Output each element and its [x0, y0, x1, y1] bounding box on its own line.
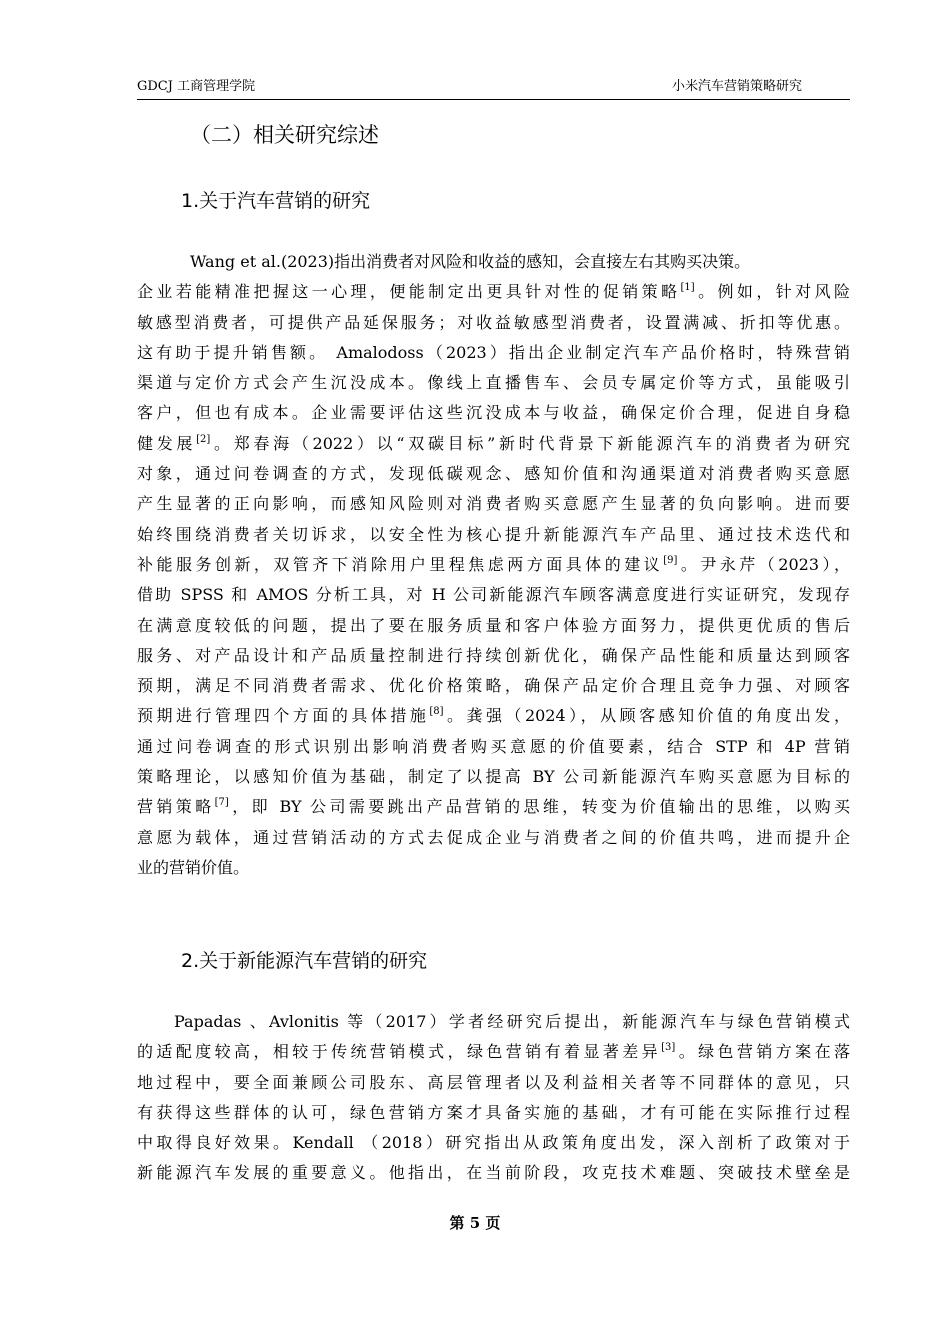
citation-ref[interactable]: [3] — [661, 1042, 676, 1054]
text-line: 在满意度较低的问题，提出了要在服务质量和客户体验方面努力，提供更优质的售后 — [137, 615, 850, 635]
text-line: 意愿为载体，通过营销活动的方式去促成企业与消费者之间的价值共鸣，进而提升企 — [137, 827, 850, 847]
text-line: 健发展[2]。郑春海（2022）以“双碳目标”新时代背景下新能源汽车的消费者为研究 — [137, 433, 850, 453]
text-line: 对象，通过问卷调查的方式，发现低碳观念、感知价值和沟通渠道对消费者购买意愿 — [137, 464, 850, 484]
text-line: 补能服务创新，双管齐下消除用户里程焦虑两方面具体的建议[9]。尹永芹（2023）， — [137, 554, 850, 574]
subsection-title-nev-marketing: 2.关于新能源汽车营销的研究 — [181, 950, 428, 972]
text-line: 有获得这些群体的认可，绿色营销方案才具备实施的基础，才有可能在实际推行过程 — [137, 1102, 850, 1122]
text-line: 通过问卷调查的形式识别出影响消费者购买意愿的价值要素，结合 STP 和 4P 营销 — [137, 736, 850, 756]
text-line: 客户，但也有成本。企业需要评估这些沉没成本与收益，确保定价合理，促进自身稳 — [137, 403, 850, 423]
text-line: 策略理论，以感知价值为基础，制定了以提高 BY 公司新能源汽车购买意愿为目标的 — [137, 767, 850, 787]
text-line: 新能源汽车发展的重要意义。他指出，在当前阶段，攻克技术难题、突破技术壁垒是 — [137, 1163, 850, 1183]
page-header — [137, 77, 850, 100]
text-line: 业的营销价值。 — [137, 857, 250, 877]
text-line: 敏感型消费者，可提供产品延保服务；对收益敏感型消费者，设置满减、折扣等优惠。 — [137, 312, 850, 332]
text-line: 中取得良好效果。Kendall （2018）研究指出从政策角度出发，深入剖析了政策对于 — [137, 1133, 850, 1153]
text-line: 渠道与定价方式会产生沉没成本。像线上直播售车、会员专属定价等方式，虽能吸引 — [137, 373, 850, 393]
citation-ref[interactable]: [7] — [214, 797, 229, 809]
text-line: 预期进行管理四个方面的具体措施[8]。龚强（2024），从顾客感知价值的角度出发， — [137, 706, 850, 726]
section-title: （二）相关研究综述 — [190, 123, 379, 147]
text-line: 地过程中，要全面兼顾公司股东、高层管理者以及利益相关者等不同群体的意见，只 — [137, 1072, 850, 1092]
text-line: 营销策略[7]，即 BY 公司需要跳出产品营销的思维，转变为价值输出的思维，以购买 — [137, 797, 850, 817]
citation-ref[interactable]: [2] — [196, 433, 211, 445]
header-document-title: 小米汽车营销策略研究 — [671, 79, 802, 94]
paragraph-auto-marketing — [137, 247, 850, 883]
citation-ref[interactable]: [9] — [663, 554, 678, 566]
paragraph-nev-marketing — [137, 1007, 850, 1189]
subsection-title-auto-marketing: 1.关于汽车营销的研究 — [181, 190, 371, 212]
text-line: 借助 SPSS 和 AMOS 分析工具，对 H 公司新能源汽车顾客满意度进行实证研究，发现存 — [137, 585, 850, 605]
text-line: 的适配度较高，相较于传统营销模式，绿色营销有着显著差异[3]。绿色营销方案在落 — [137, 1042, 850, 1062]
header-institution: GDCJ 工商管理学院 — [137, 79, 256, 94]
text-line: 产生显著的正向影响，而感知风险则对消费者购买意愿产生显著的负向影响。进而要 — [137, 494, 850, 514]
text-line: 预期，满足不同消费者需求、优化价格策略，确保产品定价合理且竞争力强、对顾客 — [137, 676, 850, 696]
citation-ref[interactable]: [8] — [429, 706, 444, 718]
text-line: 始终围绕消费者关切诉求，以安全性为核心提升新能源汽车产品里、通过技术迭代和 — [137, 524, 850, 544]
citation-ref[interactable]: [1] — [680, 282, 695, 294]
text-line: Wang et al.(2023)指出消费者对风险和收益的感知，会直接左右其购买决策。 — [190, 252, 751, 271]
text-line: 服务、对产品设计和产品质量控制进行持续创新优化，确保产品性能和质量达到顾客 — [137, 645, 850, 665]
text-line: 这有助于提升销售额。 Amalodoss（2023）指出企业制定汽车产品价格时，特殊营销 — [137, 342, 850, 362]
text-line: Papadas 、Avlonitis 等（2017）学者经研究后提出，新能源汽车与绿色营销模式 — [174, 1012, 850, 1031]
page-number: 第 5 页 — [449, 1214, 501, 1232]
text-line: 企业若能精准把握这一心理，便能制定出更具针对性的促销策略[1]。例如，针对风险 — [137, 282, 850, 302]
